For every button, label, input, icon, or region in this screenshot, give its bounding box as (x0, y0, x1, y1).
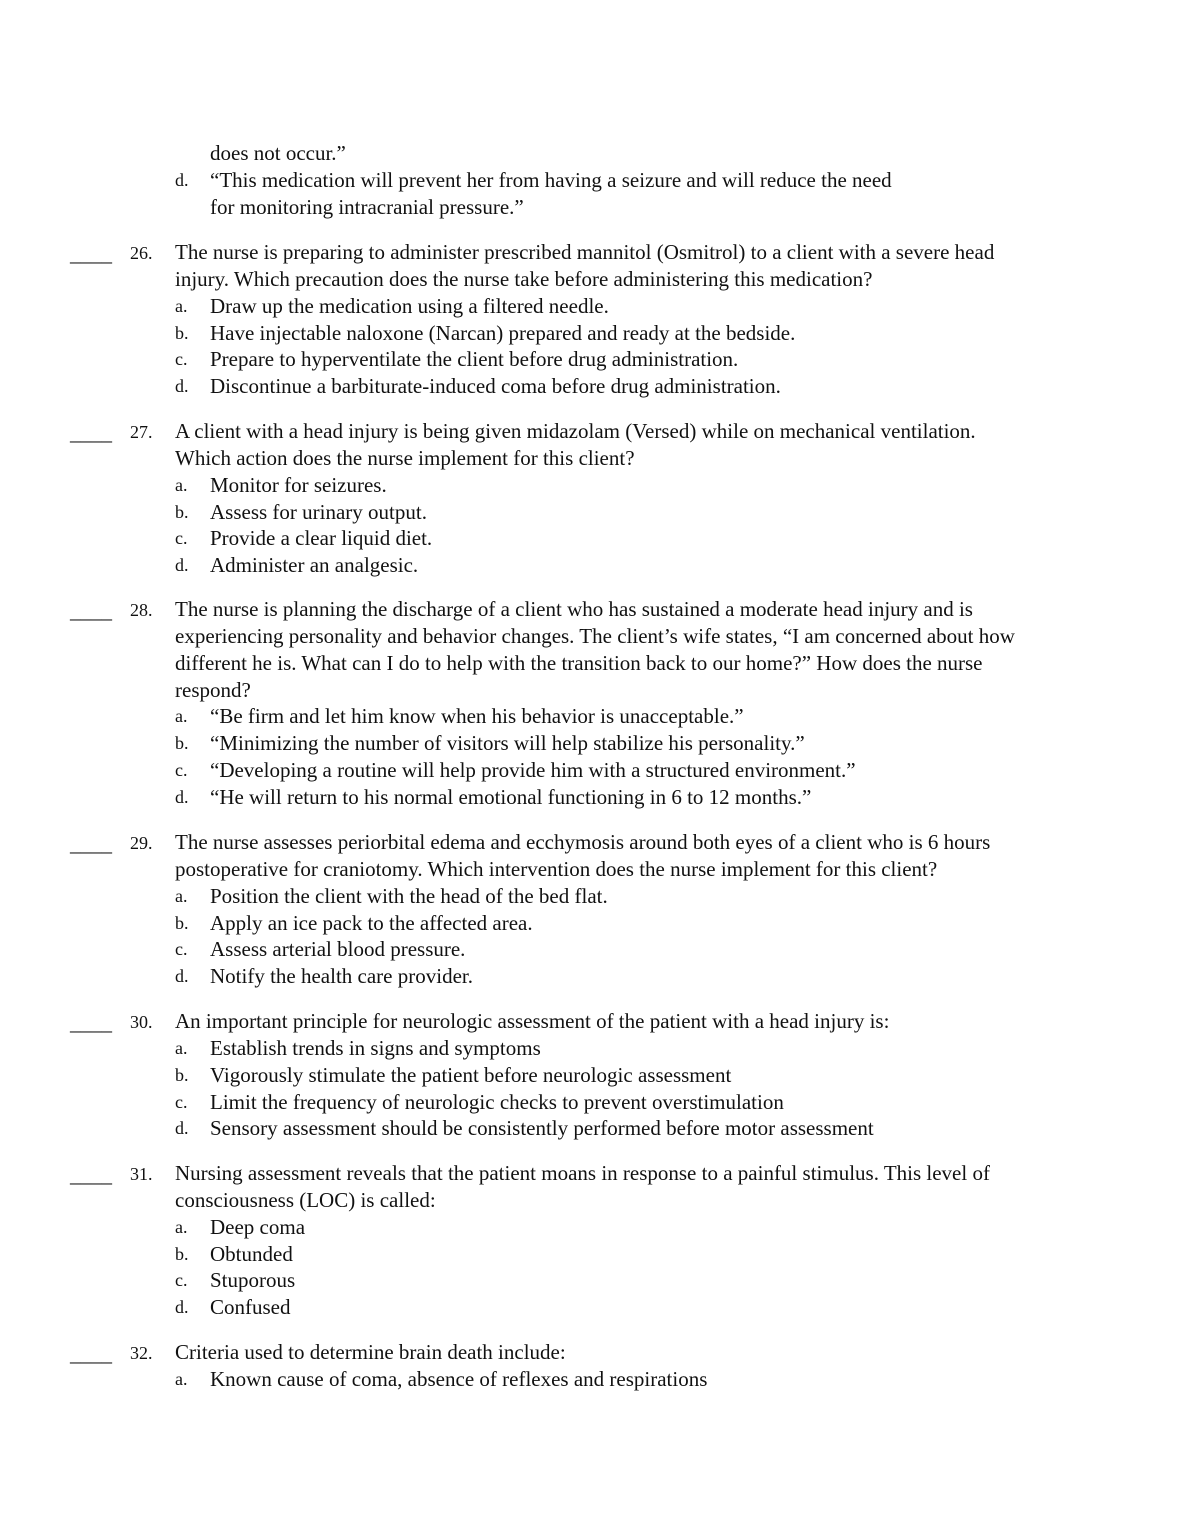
question-stem-line: injury. Which precaution does the nurse take before administering this medication? (175, 266, 873, 291)
option-text[interactable]: Administer an analgesic. (210, 553, 419, 578)
option-letter: d. (175, 1297, 189, 1318)
option-text[interactable]: “Developing a routine will help provide him with a structured environment.” (210, 758, 856, 783)
option-text[interactable]: Assess for urinary output. (210, 499, 427, 524)
question-stem-line: The nurse is preparing to administer prescribed mannitol (Osmitrol) to a client with a severe head (175, 240, 995, 264)
option-letter: b. (175, 322, 189, 343)
option-letter: d. (175, 170, 189, 190)
question-number: 31. (130, 1164, 153, 1184)
option-letter: c. (175, 349, 188, 370)
option-letter: b. (175, 1243, 189, 1264)
answer-blank[interactable]: ____ (70, 1011, 112, 1035)
answer-blank[interactable]: ____ (70, 832, 112, 856)
option-text: for monitoring intracranial pressure.” (210, 195, 524, 219)
option-letter: a. (175, 1216, 188, 1237)
question-stem-line: Nursing assessment reveals that the patient moans in response to a painful stimulus. This level of (175, 1161, 990, 1185)
option-letter: b. (175, 733, 189, 754)
option-letter: c. (175, 1270, 188, 1291)
answer-blank[interactable]: ____ (70, 1163, 112, 1187)
option-letter: d. (175, 376, 189, 397)
continuation-stem-tail: does not occur.” (210, 141, 346, 165)
question-stem-line: A client with a head injury is being given midazolam (Versed) while on mechanical ventilation. (175, 419, 976, 443)
question-number: 30. (130, 1012, 153, 1032)
option-letter: d. (175, 555, 189, 576)
option-text[interactable]: “Minimizing the number of visitors will help stabilize his personality.” (210, 731, 805, 756)
answer-blank[interactable]: ____ (70, 421, 112, 445)
question-stem-line: respond? (175, 677, 251, 702)
option-text[interactable]: Draw up the medication using a filtered needle. (210, 293, 609, 318)
question-stem-line: An important principle for neurologic assessment of the patient with a head injury is: (175, 1009, 890, 1033)
option-text[interactable]: Assess arterial blood pressure. (210, 937, 466, 962)
option-text[interactable]: “Be firm and let him know when his behavior is unacceptable.” (210, 704, 744, 729)
option-text[interactable]: Prepare to hyperventilate the client before drug administration. (210, 347, 739, 372)
question-number: 32. (130, 1343, 153, 1363)
option-text: “This medication will prevent her from having a seizure and will reduce the need (210, 168, 892, 192)
question-stem-line: The nurse assesses periorbital edema and ecchymosis around both eyes of a client who is 6 hours (175, 830, 991, 854)
option-text[interactable]: Vigorously stimulate the patient before neurologic assessment (210, 1062, 732, 1087)
option-text[interactable]: Provide a clear liquid diet. (210, 526, 433, 551)
option-letter: b. (175, 912, 189, 933)
option-letter: c. (175, 1091, 188, 1112)
option-text[interactable]: “He will return to his normal emotional functioning in 6 to 12 months.” (210, 784, 812, 809)
question-stem-line: consciousness (LOC) is called: (175, 1187, 436, 1212)
option-letter: a. (175, 885, 188, 906)
answer-blank[interactable]: ____ (70, 1342, 112, 1366)
option-letter: a. (175, 1037, 188, 1058)
option-text[interactable]: Deep coma (210, 1214, 306, 1239)
option-letter: b. (175, 501, 189, 522)
option-letter: c. (175, 939, 188, 960)
option-text[interactable]: Establish trends in signs and symptoms (210, 1035, 541, 1060)
option-letter: a. (175, 706, 188, 727)
option-letter: c. (175, 760, 188, 781)
question-number: 27. (130, 422, 153, 442)
question-stem-line: different he is. What can I do to help with the transition back to our home?” How does the nurse (175, 650, 983, 675)
option-text[interactable]: Limit the frequency of neurologic checks to prevent overstimulation (210, 1089, 784, 1114)
answer-blank[interactable]: ____ (70, 242, 112, 266)
option-text[interactable]: Monitor for seizures. (210, 472, 387, 497)
option-letter: d. (175, 1118, 189, 1139)
answer-blank[interactable]: ____ (70, 599, 112, 623)
option-text[interactable]: Have injectable naloxone (Narcan) prepared and ready at the bedside. (210, 320, 796, 345)
option-text[interactable]: Obtunded (210, 1241, 293, 1266)
question-stem-line: experiencing personality and behavior changes. The client’s wife states, “I am concerned about how (175, 623, 1015, 648)
option-text[interactable]: Apply an ice pack to the affected area. (210, 910, 533, 935)
question-stem-line: Which action does the nurse implement for this client? (175, 445, 635, 470)
option-letter: a. (175, 474, 188, 495)
question-number: 26. (130, 243, 153, 263)
option-letter: a. (175, 295, 188, 316)
question-stem-line: The nurse is planning the discharge of a client who has sustained a moderate head injury and is (175, 597, 973, 621)
option-text[interactable]: Known cause of coma, absence of reflexes and respirations (210, 1366, 708, 1391)
question-number: 29. (130, 833, 153, 853)
option-letter: b. (175, 1064, 189, 1085)
option-letter: d. (175, 786, 189, 807)
option-letter: d. (175, 966, 189, 987)
question-stem-line: postoperative for craniotomy. Which intervention does the nurse implement for this client? (175, 856, 938, 881)
question-number: 28. (130, 600, 153, 620)
option-text[interactable]: Confused (210, 1295, 291, 1320)
option-letter: c. (175, 528, 188, 549)
option-text[interactable]: Position the client with the head of the bed flat. (210, 883, 608, 908)
option-letter: a. (175, 1368, 188, 1389)
option-text[interactable]: Notify the health care provider. (210, 964, 473, 989)
option-text[interactable]: Discontinue a barbiturate-induced coma before drug administration. (210, 374, 781, 399)
option-text[interactable]: Sensory assessment should be consistently performed before motor assessment (210, 1116, 874, 1141)
option-text[interactable]: Stuporous (210, 1268, 296, 1293)
question-stem-line: Criteria used to determine brain death include: (175, 1340, 566, 1364)
